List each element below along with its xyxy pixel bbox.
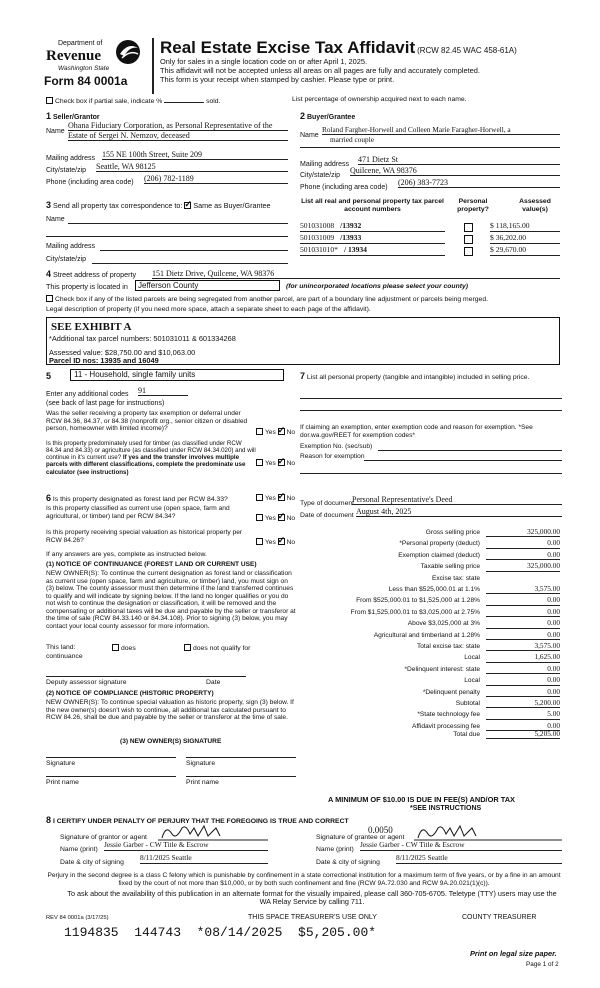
deputy-date-label: Date	[206, 679, 221, 686]
section5-q2: Is this property predominately used for timber (as classified under RCW 84.34 and 84.33) or agriculture (as classified under RCW 84.34.020) and will continue in it's current use? If yes and the transfer involves multiple parcels with different classifications, complete the predominate use calculator (see instructions)	[46, 440, 256, 476]
partial-sale-row	[46, 96, 220, 106]
section8-heading: 8 I CERTIFY UNDER PENALTY OF PERJURY THAT THE FOREGOING IS TRUE AND CORRECT	[46, 815, 349, 825]
dept-of-text: Department of	[58, 40, 103, 47]
land-does-not-checkbox[interactable]	[184, 644, 191, 651]
calc-row	[295, 562, 560, 573]
section5-q1-answers: Yes ✓ No	[256, 428, 295, 437]
form-title	[160, 38, 517, 58]
calc-value-field[interactable]: 0.00	[486, 631, 560, 640]
grantor-signature-label: Signature of grantor or agent	[60, 834, 147, 841]
legal-title: SEE EXHIBIT A	[51, 321, 132, 333]
section4-street-row: 4 Street address of property	[46, 269, 137, 279]
calc-value-field[interactable]: 0.00	[486, 596, 560, 605]
seller-name-field[interactable]: Ohana Fiduciary Corporation, as Personal Representative of the	[68, 121, 288, 131]
historic-yes-checkbox[interactable]	[256, 538, 263, 545]
q2-yes-checkbox[interactable]	[256, 459, 263, 466]
grantor-name-field[interactable]: Jessie Garber - CW Title & Escrow	[104, 841, 268, 851]
seller-city-label: City/state/zip	[46, 167, 87, 174]
treasurer-use-only: THIS SPACE TREASURER'S USE ONLY	[248, 914, 377, 921]
land-does-option: does	[112, 644, 136, 653]
owner-print-2-label: Print name	[186, 779, 219, 786]
calc-value-field[interactable]: 0.00	[486, 688, 560, 697]
section5-q1: Was the seller receiving a property tax exemption or deferral under RCW 84.36, 84.37, or 84.38 (nonprofit org., senior citizen or disabled person, homeowner with limited income)?	[46, 410, 248, 433]
calc-row	[295, 653, 560, 664]
continuance-label: continuance	[46, 653, 83, 660]
county-select[interactable]: Jefferson County	[135, 280, 280, 291]
calc-row	[295, 642, 560, 653]
buyer-phone-field[interactable]: (206) 383-7723	[398, 178, 560, 188]
grantor-name-label: Name (print)	[60, 846, 98, 853]
calc-value-field[interactable]: 3,575.00	[486, 585, 560, 594]
calc-label: Total excise tax: state	[416, 643, 480, 650]
calc-label: Local	[464, 677, 480, 685]
calc-row	[295, 730, 560, 741]
revenue-logo	[38, 38, 156, 98]
deputy-signature-field[interactable]	[46, 676, 246, 677]
seller-name-field-2[interactable]: Estate of Sergei N. Nemzov, deceased	[68, 131, 288, 141]
current-use-no-checkbox[interactable]	[278, 514, 285, 521]
county-treasurer-label: COUNTY TREASURER	[462, 914, 537, 921]
forest-yes-checkbox[interactable]	[256, 494, 263, 501]
calc-label: Subtotal	[455, 700, 480, 707]
exemption-reason-label: Reason for exemption	[300, 453, 365, 460]
section1-heading: 1 Seller/Grantor	[46, 111, 100, 121]
owner-signature-1-field[interactable]	[46, 757, 176, 758]
legal-line-3: Parcel ID nos: 13935 and 16049	[49, 356, 159, 365]
calc-row	[295, 676, 560, 687]
correspondence-mailing-field[interactable]	[100, 250, 288, 251]
section6-q3: Is this property receiving special valuation as historical property per RCW 84.26?	[46, 529, 243, 544]
notice3-title: (3) NEW OWNER(S) SIGNATURE	[120, 738, 222, 745]
section6-q1-answers: Yes ✓ No	[256, 494, 295, 503]
calc-value-field[interactable]: 325,000.00	[486, 528, 560, 537]
grantee-name-label: Name (print)	[316, 846, 354, 853]
calc-value-field[interactable]: 0.00	[486, 665, 560, 674]
q2-no-checkbox[interactable]	[278, 459, 285, 466]
section5-number: 5	[46, 371, 52, 381]
parcel-account-field[interactable]: 501031008 /13932	[300, 222, 445, 232]
grantor-signature[interactable]	[158, 822, 268, 842]
additional-codes-field[interactable]: 91	[138, 386, 188, 396]
correspondence-city-label: City/state/zip	[46, 256, 87, 263]
section5-q2-answers: Yes ✓ No	[256, 459, 295, 468]
local-rate: 0.0050	[368, 825, 393, 835]
partial-sale-label: Check box if partial sale, indicate %	[55, 98, 163, 105]
exemption-no-field[interactable]	[378, 450, 562, 451]
calc-label: Agricultural and timberland at 1.28%	[373, 631, 480, 639]
doc-type-field[interactable]: Personal Representative's Deed	[352, 495, 562, 505]
seller-mailing-label: Mailing address	[46, 155, 96, 162]
owner-print-1-field[interactable]	[46, 776, 176, 777]
current-use-yes-checkbox[interactable]	[256, 514, 263, 521]
calc-label: Taxable selling price	[420, 563, 480, 571]
correspondence-name-field-2[interactable]	[46, 236, 288, 237]
calc-row	[295, 528, 560, 539]
accessibility-notice: To ask about the availability of this publication in an alternate format for the visually impaired, please call 360-705-6705. Teletype (TTY) users may use the WA Relay Service by calling 711.	[67, 889, 557, 907]
calc-label: Gross selling price	[425, 529, 480, 536]
section6-q2-answers: Yes ✓ No	[256, 514, 295, 523]
historic-no-checkbox[interactable]	[278, 538, 285, 545]
calc-label: Excise tax: state	[431, 574, 480, 582]
personal-property-checkbox[interactable]	[464, 235, 473, 244]
perjury-notice: Perjury in the second degree is a class C felony which is punishable by confinement in a state correctional institution for a maximum term of five years, or by a fine in an amount fixed by the court of not more than $10,000, or by both such confinement and fine (RCW 9A.72.030 and RCW 9A.20.021(1)(c)).	[47, 872, 561, 887]
notice2-text: NEW OWNER(S): To continue special valuation as historic property, sign (3) below. If the new owner(s) doesn't wish to continue, all additional tax calculated pursuant to RCW 84.26, shall be due and payable by the seller or transferor at the time of sale.	[46, 699, 294, 722]
assessed-value-field[interactable]: $ 36,202.00	[490, 234, 560, 244]
calc-row	[295, 596, 560, 607]
legal-line-2: Assessed value: $28,750.00 and $10,063.00	[49, 348, 196, 357]
legal-paper-note: Print on legal size paper.	[470, 949, 557, 958]
grantee-date-field[interactable]: 8/11/2025 Seattle	[396, 854, 562, 864]
exemption-reason-field[interactable]	[364, 460, 562, 461]
calc-label: Less than $525,000.01 at 1.1%	[388, 586, 480, 593]
buyer-mailing-label: Mailing address	[300, 161, 350, 168]
calc-row	[295, 619, 560, 630]
calc-row	[295, 631, 560, 642]
owner-signature-2-field[interactable]	[186, 757, 296, 758]
owner-print-1-label: Print name	[46, 779, 79, 786]
buyer-city-field[interactable]: Quilcene, WA 98376	[350, 166, 560, 176]
county-label: This property is located in	[46, 282, 128, 291]
ownership-note: List percentage of ownership acquired next to each name.	[292, 96, 467, 103]
section3-heading: 3 Send all property tax correspondence to: ✓ Same as Buyer/Grantee	[46, 200, 270, 211]
owner-print-2-field[interactable]	[186, 776, 296, 777]
title-text: Real Estate Excise Tax Affidavit	[160, 38, 416, 57]
section6-q3-answers: Yes ✓ No	[256, 538, 295, 547]
calc-label: *Personal property (deduct)	[399, 540, 480, 548]
additional-codes-label: Enter any additional codes	[46, 391, 129, 398]
calc-value-field[interactable]: 5,205.00	[486, 730, 560, 739]
calc-row	[295, 688, 560, 699]
county-note: (for unincorporated locations please select your county)	[286, 283, 469, 290]
calc-row	[295, 665, 560, 676]
grantee-signature-label: Signature of grantee or agent	[316, 834, 405, 841]
q1-yes-checkbox[interactable]	[256, 428, 263, 435]
calc-value-field[interactable]: 5,200.00	[486, 699, 560, 708]
logo-swirl-icon	[112, 38, 144, 66]
doc-date-label: Date of document	[300, 512, 354, 519]
this-land-label: This land:	[46, 644, 76, 651]
section6-q2: Is this property classified as current use (open space, farm and agricultural, or timber) land per RCW 84.34?	[46, 505, 230, 520]
seller-name-label: Name	[46, 128, 65, 135]
parcels-header-assessed: Assessed value(s)	[519, 198, 551, 213]
calc-row	[295, 710, 560, 721]
buyer-mailing-field[interactable]: 471 Dietz St	[358, 155, 560, 165]
section2-heading: 2 Buyer/Grantee	[300, 111, 356, 121]
dept-name: Revenue	[46, 48, 101, 64]
additional-codes-note: (see back of last page for instructions)	[46, 400, 165, 407]
owner-signature-2-label: Signature	[186, 760, 216, 767]
calc-value-field[interactable]: 3,575.00	[486, 642, 560, 651]
calc-label: *Delinquent interest: state	[404, 665, 480, 673]
land-does-checkbox[interactable]	[112, 644, 119, 651]
grantor-date-field[interactable]: 8/11/2025 Seattle	[140, 854, 268, 864]
personal-property-field-1[interactable]	[300, 398, 562, 399]
form-revision: REV 84 0001a (3/17/25)	[46, 915, 109, 921]
q1-no-checkbox[interactable]	[278, 428, 285, 435]
buyer-name-underline-2	[300, 147, 560, 148]
calc-row	[295, 574, 560, 585]
calc-row	[295, 551, 560, 562]
calc-label: *Delinquent penalty	[422, 688, 480, 696]
buyer-city-label: City/state/zip	[300, 172, 341, 179]
segregated-row: Check box if any of the listed parcels are being segregated from another parcel, are part of a boundary line adjustment or parcels being merged.	[46, 295, 488, 304]
calc-label: From $1,525,000.01 to $3,025,000 at 2.75%	[350, 608, 480, 616]
personal-property-checkbox[interactable]	[464, 223, 473, 232]
buyer-name-label: Name	[300, 132, 319, 139]
personal-property-checkbox[interactable]	[464, 247, 473, 256]
calc-label: Total due	[453, 730, 480, 738]
buyer-phone-label: Phone (including area code)	[300, 184, 388, 191]
minimum-due-notice: A MINIMUM OF $10.00 IS DUE IN FEE(S) AND/OR TAX	[328, 795, 515, 804]
calc-value-field[interactable]: 0.00	[486, 539, 560, 548]
form-number: Form 84 0001a	[44, 74, 128, 88]
correspondence-city-field[interactable]	[92, 263, 288, 264]
buyer-name-field[interactable]: Roland Fargher-Horwell and Colleen Marie Faragher-Horwell, a	[322, 126, 560, 135]
section6-q1: 6 Is this property designated as forest land per RCW 84.33?	[46, 493, 228, 503]
header-line-3: This form is your receipt when stamped by cashier. Please type or print.	[160, 75, 395, 84]
header-divider	[152, 38, 154, 94]
section6-q4: If any answers are yes, complete as instructed below.	[46, 551, 207, 558]
calc-value-field[interactable]: 0.00	[486, 608, 560, 617]
correspondence-name-label: Name	[46, 216, 65, 223]
grantor-date-label: Date & city of signing	[60, 859, 124, 866]
calc-value-field[interactable]: 0.00	[486, 619, 560, 628]
grantee-signature[interactable]	[414, 822, 562, 842]
calc-value-field[interactable]: 1,625.00	[486, 653, 560, 662]
notice1-title: (1) NOTICE OF CONTINUANCE (FOREST LAND OR CURRENT USE)	[46, 561, 257, 568]
seller-mailing-field[interactable]: 155 NE 100th Street, Suite 209	[102, 150, 288, 160]
header-line-1: Only for sales in a single location code on or after April 1, 2025.	[160, 57, 368, 66]
property-street-field[interactable]: 151 Dietz Drive, Quilcene, WA 98376	[152, 269, 560, 279]
notice1-text: NEW OWNER(S): To continue the current designation as forest land or classification as current use (open space, farm and agriculture, or timber) land, you must sign on (3) below. The county assessor must then determine if the land transferred continues to qualify and will indicate by signing below. If the land no longer qualifies or you do not wish to continue the designation or classification, it will be removed and the compensating or additional taxes will be due and payable by the seller or transferor at the time of sale (RCW 84.33.140 or 84.34.108). Prior to signing (3) below, you may contact your local county assessor for more information.	[46, 570, 296, 631]
grantee-name-field[interactable]: Jessie Garber - CW Title & Escrow	[360, 841, 562, 851]
calc-value-field[interactable]: 5.00	[486, 710, 560, 719]
parcel-account-field[interactable]: 501031009 /13933	[300, 234, 445, 244]
grantee-date-label: Date & city of signing	[316, 859, 380, 866]
calc-label: *State technology fee	[417, 711, 480, 719]
seller-phone-field[interactable]: (206) 782-1189	[144, 174, 288, 184]
calc-row	[295, 608, 560, 619]
calc-row	[295, 539, 560, 550]
correspondence-mailing-label: Mailing address	[46, 243, 96, 250]
partial-sale-percent-field[interactable]	[164, 96, 204, 103]
legal-description-box[interactable]	[46, 317, 560, 365]
same-as-buyer-checkbox[interactable]	[184, 202, 191, 209]
calc-row	[295, 585, 560, 596]
calc-label: Affidavit processing fee	[411, 722, 480, 730]
calc-value-field[interactable]: 0.00	[486, 676, 560, 685]
calc-value-field[interactable]: 325,000.00	[486, 562, 560, 571]
calc-label: Local	[464, 654, 480, 662]
exemption-reason-field-2[interactable]	[300, 473, 562, 474]
doc-type-label: Type of document	[300, 500, 355, 507]
notice2-title: (2) NOTICE OF COMPLIANCE (HISTORIC PROPERTY)	[46, 690, 214, 697]
legal-line-1: *Additional tax parcel numbers: 501031011 & 601334268	[49, 334, 236, 343]
minimum-due-instructions: *SEE INSTRUCTIONS	[410, 805, 482, 812]
deputy-signature-label: Deputy assessor signature	[46, 679, 127, 686]
calc-row	[295, 699, 560, 710]
calc-value-field[interactable]: 0.00	[486, 722, 560, 731]
calc-label: Exemption claimed (deduct)	[398, 551, 480, 559]
statute-text: (RCW 82.45 WAC 458-61A)	[417, 46, 517, 55]
land-does-not-option: does not qualify for	[184, 644, 250, 653]
personal-property-field-2[interactable]	[300, 410, 562, 411]
parcels-header-personal: Personal property?	[457, 198, 489, 213]
parcel-account-field[interactable]: 501031010* / 13934	[300, 246, 445, 256]
section7-text: 7 List all personal property (tangible and intangible) included in selling price.	[300, 371, 530, 381]
doc-date-field[interactable]: August 4th, 2025	[356, 507, 562, 517]
assessed-value-field[interactable]: $ 29,670.00	[490, 246, 560, 256]
land-use-code-select[interactable]: 11 - Household, single family units	[70, 369, 284, 381]
assessed-value-field[interactable]: $ 118,165.00	[490, 222, 560, 232]
segregated-checkbox[interactable]	[46, 295, 53, 302]
page-number: Page 1 of 2	[526, 961, 559, 968]
state-name: Washington State	[58, 65, 110, 72]
forest-no-checkbox[interactable]	[278, 494, 285, 501]
buyer-name-field-2[interactable]: married couple	[330, 135, 374, 144]
seller-city-field[interactable]: Seattle, WA 98125	[96, 162, 288, 172]
header-line-2: This affidavit will not be accepted unless all areas on all pages are fully and accurately completed.	[160, 66, 480, 75]
cashier-stamp: 1194835 144743 *08/14/2025 $5,205.00*	[64, 925, 377, 940]
calc-label: Above $3,025,000 at 3%	[407, 620, 480, 628]
legal-description-label: Legal description of property (if you need more space, attach a separate sheet to each page of the affidavit).	[46, 306, 371, 313]
partial-sale-suffix: sold.	[206, 98, 221, 105]
calc-label: From $525,000.01 to $1,525,000 at 1.28%	[356, 597, 480, 605]
calc-value-field[interactable]: 0.00	[486, 551, 560, 560]
owner-signature-1-label: Signature	[46, 760, 76, 767]
seller-phone-label: Phone (including area code)	[46, 179, 134, 186]
exemption-text: If claiming an exemption, enter exemption code and reason for exemption. *See dor.wa.gov/REET for exemption codes*	[300, 424, 533, 439]
correspondence-name-field[interactable]	[68, 223, 288, 224]
partial-sale-checkbox[interactable]	[46, 97, 53, 104]
exemption-no-label: Exemption No. (sec/sub)	[300, 443, 373, 450]
parcels-header-accounts: List all real and personal property tax parcel account numbers	[301, 198, 444, 213]
